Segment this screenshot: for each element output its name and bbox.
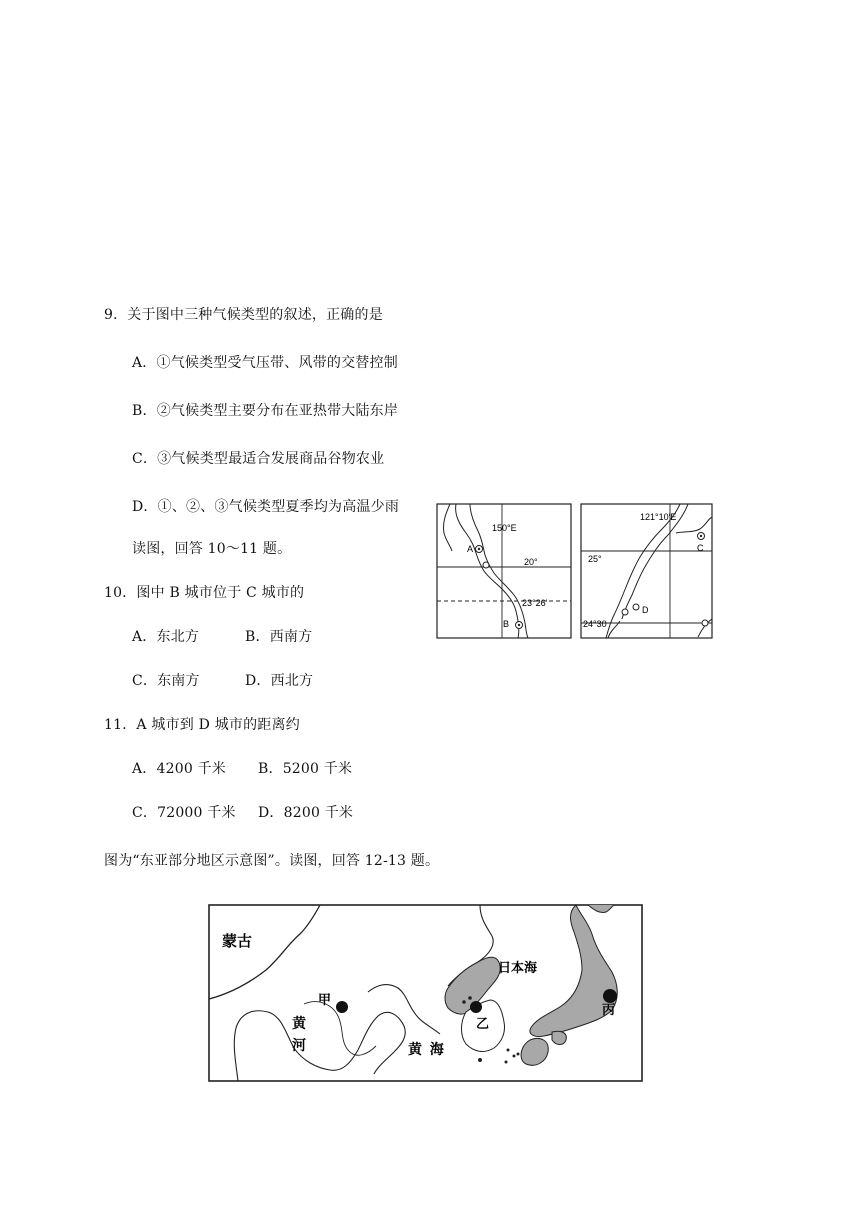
q9-option-a: A．①气候类型受气压带、风带的交替控制 bbox=[132, 355, 398, 371]
point-a-label: A bbox=[467, 544, 474, 554]
lon-label: 150°E bbox=[492, 523, 517, 533]
city-marker-2 bbox=[622, 609, 628, 615]
city-jia-marker bbox=[336, 1001, 348, 1013]
japan-sea-label: 日本海 bbox=[498, 960, 538, 975]
city-yi-marker bbox=[470, 1001, 482, 1013]
city-d-marker bbox=[633, 604, 639, 610]
q11-option-b: B．5200 千米 bbox=[258, 761, 353, 777]
yellow-river-label-1: 黄 bbox=[292, 1015, 306, 1031]
q9-stem: 9．关于图中三种气候类型的叙述，正确的是 bbox=[104, 307, 383, 323]
lat2-label: 24°30 bbox=[583, 619, 607, 629]
bing-label: 丙 bbox=[602, 1002, 616, 1017]
city-b-marker bbox=[516, 622, 523, 629]
q9-option-c: C．③气候类型最适合发展商品谷物农业 bbox=[132, 451, 385, 467]
q9-option-d: D．①、②、③气候类型夏季均为高温少雨 bbox=[132, 499, 400, 515]
map-right bbox=[580, 503, 713, 639]
city-c-marker bbox=[698, 533, 705, 540]
q10-option-c: C．东南方 bbox=[132, 673, 200, 689]
q10-option-b: B．西南方 bbox=[245, 629, 313, 645]
intro-10-11: 读图，回答 10～11 题。 bbox=[132, 541, 292, 557]
yellow-sea-label: 黄 海 bbox=[408, 1041, 444, 1057]
east-asia-map bbox=[208, 904, 643, 1082]
q11-option-c: C．72000 千米 bbox=[132, 805, 236, 821]
q10-option-d: D．西北方 bbox=[245, 673, 314, 689]
lon-label: 121°10′E bbox=[640, 512, 677, 522]
q11-option-d: D．8200 千米 bbox=[258, 805, 354, 821]
city-marker bbox=[483, 562, 489, 568]
lat2-label: 23°26′ bbox=[522, 598, 548, 608]
q10-stem: 10．图中 B 城市位于 C 城市的 bbox=[104, 585, 305, 601]
q9-option-b: B．②气候类型主要分布在亚热带大陆东岸 bbox=[132, 403, 399, 419]
point-b-label: B bbox=[503, 619, 510, 629]
lat1-label: 20° bbox=[524, 557, 538, 567]
q11-option-a: A．4200 千米 bbox=[132, 761, 226, 777]
q10-option-a: A．东北方 bbox=[132, 629, 200, 645]
point-c-label: C bbox=[697, 543, 704, 553]
point-d-label: D bbox=[642, 605, 649, 615]
city-marker-3 bbox=[702, 620, 708, 626]
q11-stem: 11．A 城市到 D 城市的距离约 bbox=[104, 717, 300, 733]
yi-label: 乙 bbox=[476, 1016, 490, 1031]
city-a-marker bbox=[476, 546, 483, 553]
lat1-label: 25° bbox=[588, 554, 602, 564]
jia-label: 甲 bbox=[318, 992, 332, 1007]
yellow-river-label-2: 河 bbox=[292, 1037, 306, 1053]
mongolia-label: 蒙古 bbox=[222, 933, 253, 950]
map-left bbox=[436, 503, 572, 639]
city-bing-marker bbox=[603, 989, 617, 1003]
intro-12-13: 图为“东亚部分地区示意图”。读图，回答 12-13 题。 bbox=[104, 853, 440, 869]
